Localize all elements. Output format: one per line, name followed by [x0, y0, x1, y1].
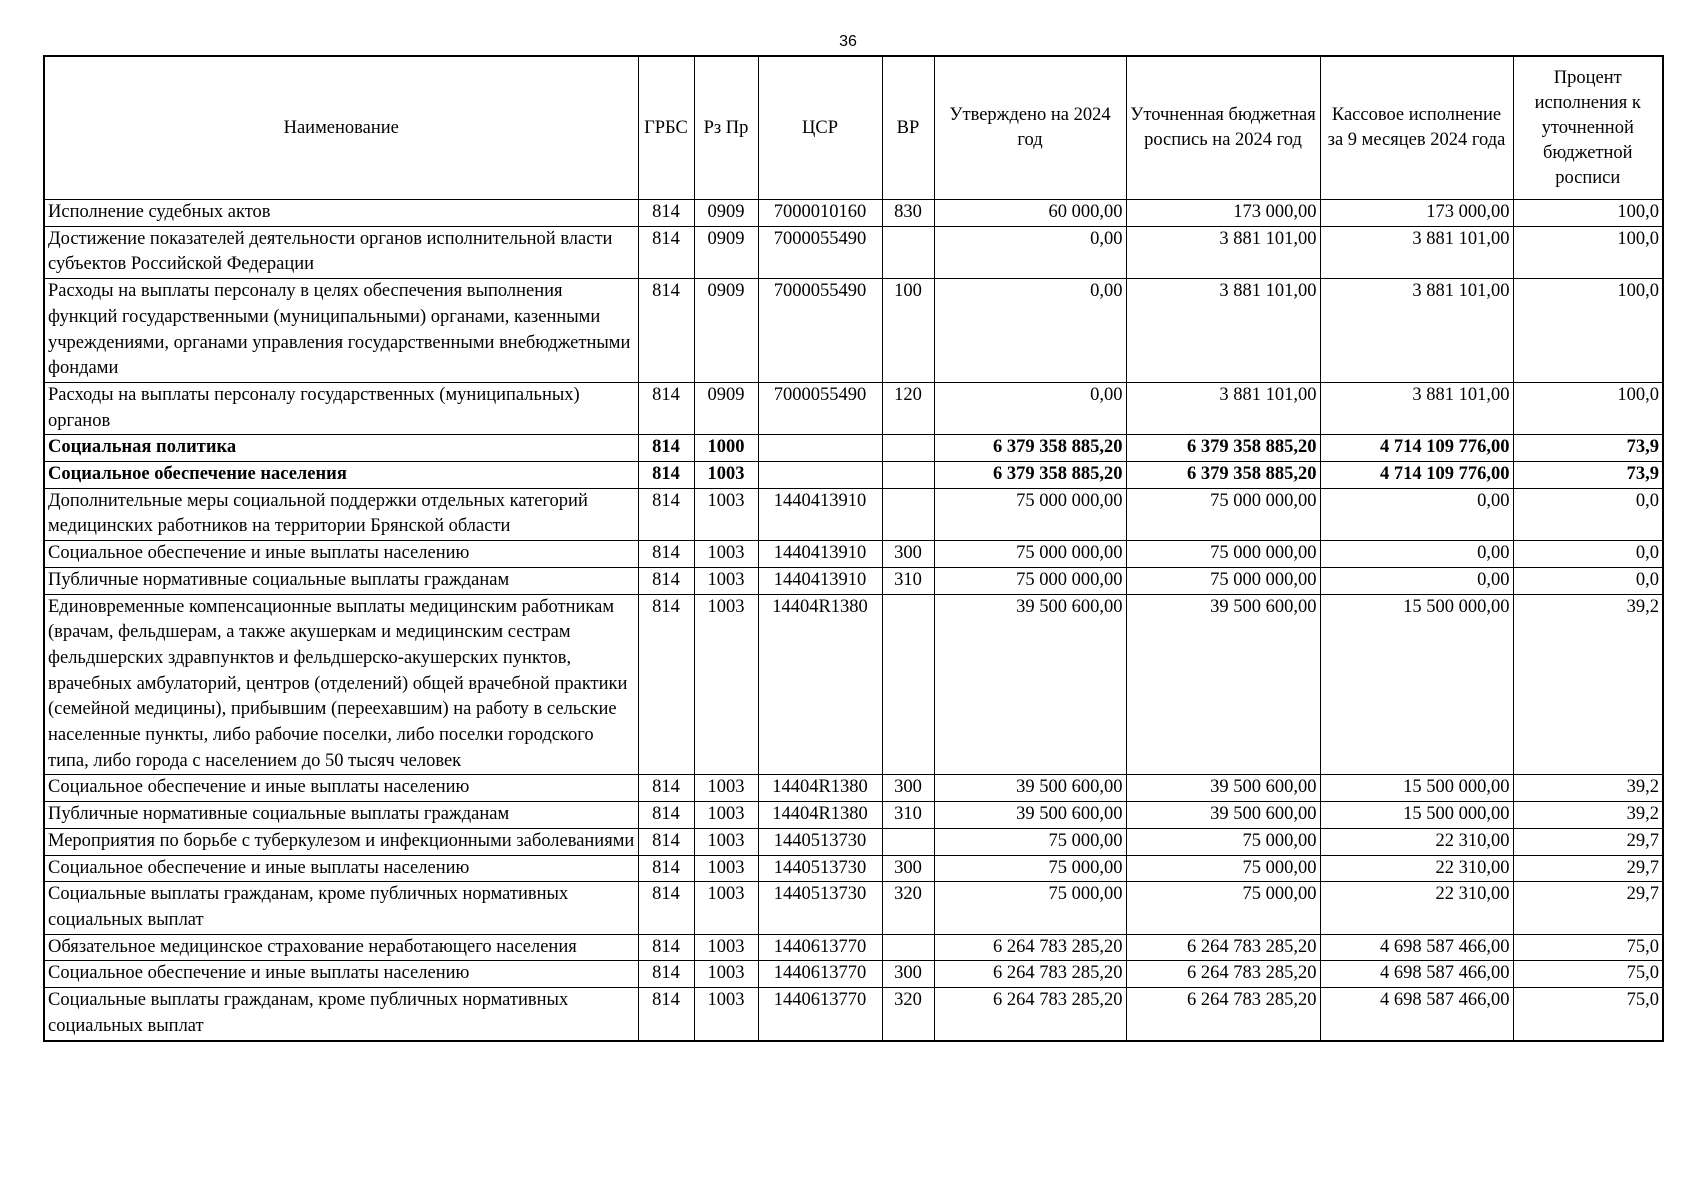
cell-percent: 75,0 — [1513, 988, 1663, 1041]
cell-grbs: 814 — [638, 279, 694, 383]
cell-cash: 4 698 587 466,00 — [1320, 988, 1513, 1041]
cell-name: Обязательное медицинское страхование неработающего населения — [44, 934, 638, 961]
cell-grbs: 814 — [638, 934, 694, 961]
cell-name: Социальное обеспечение и иные выплаты населению — [44, 961, 638, 988]
cell-refined: 6 379 358 885,20 — [1126, 462, 1320, 489]
table-row — [44, 462, 1663, 489]
cell-vr: 830 — [882, 200, 934, 227]
cell-cash: 0,00 — [1320, 567, 1513, 594]
col-header-grbs: ГРБС — [638, 56, 694, 200]
cell-csr: 1440413910 — [758, 567, 882, 594]
cell-csr: 14404R1380 — [758, 802, 882, 829]
cell-grbs: 814 — [638, 541, 694, 568]
page-number: 36 — [839, 33, 857, 50]
cell-approved: 0,00 — [934, 382, 1126, 434]
cell-name: Дополнительные меры социальной поддержки отдельных категорий медицинских работников на территории Брянской области — [44, 488, 638, 540]
cell-cash: 22 310,00 — [1320, 882, 1513, 934]
table-row — [44, 802, 1663, 829]
cell-csr: 1440513730 — [758, 828, 882, 855]
cell-vr: 310 — [882, 567, 934, 594]
cell-cash: 4 714 109 776,00 — [1320, 462, 1513, 489]
cell-refined: 75 000,00 — [1126, 828, 1320, 855]
cell-approved: 6 379 358 885,20 — [934, 462, 1126, 489]
cell-name: Социальная политика — [44, 435, 638, 462]
cell-csr: 1440613770 — [758, 934, 882, 961]
cell-vr — [882, 226, 934, 278]
cell-name: Публичные нормативные социальные выплаты гражданам — [44, 802, 638, 829]
cell-vr — [882, 828, 934, 855]
cell-cash: 173 000,00 — [1320, 200, 1513, 227]
cell-approved: 60 000,00 — [934, 200, 1126, 227]
table-row — [44, 828, 1663, 855]
cell-refined: 39 500 600,00 — [1126, 775, 1320, 802]
col-header-csr: ЦСР — [758, 56, 882, 200]
table-body — [44, 200, 1663, 1041]
cell-approved: 75 000,00 — [934, 828, 1126, 855]
cell-percent: 73,9 — [1513, 435, 1663, 462]
cell-csr: 1440513730 — [758, 855, 882, 882]
cell-grbs: 814 — [638, 200, 694, 227]
cell-cash: 22 310,00 — [1320, 828, 1513, 855]
cell-rzpr: 1003 — [694, 567, 758, 594]
cell-name: Мероприятия по борьбе с туберкулезом и инфекционными заболеваниями — [44, 828, 638, 855]
cell-vr — [882, 594, 934, 775]
table-row — [44, 541, 1663, 568]
cell-rzpr: 0909 — [694, 382, 758, 434]
cell-approved: 75 000,00 — [934, 882, 1126, 934]
table-row — [44, 775, 1663, 802]
table-row — [44, 882, 1663, 934]
cell-vr: 100 — [882, 279, 934, 383]
table-row — [44, 488, 1663, 540]
cell-csr: 1440613770 — [758, 988, 882, 1041]
budget-table — [43, 55, 1664, 1042]
cell-grbs: 814 — [638, 462, 694, 489]
cell-name: Социальное обеспечение и иные выплаты населению — [44, 775, 638, 802]
cell-grbs: 814 — [638, 567, 694, 594]
cell-refined: 173 000,00 — [1126, 200, 1320, 227]
cell-grbs: 814 — [638, 828, 694, 855]
cell-csr: 7000055490 — [758, 226, 882, 278]
cell-refined: 3 881 101,00 — [1126, 382, 1320, 434]
cell-percent: 29,7 — [1513, 828, 1663, 855]
cell-approved: 39 500 600,00 — [934, 802, 1126, 829]
cell-approved: 75 000,00 — [934, 855, 1126, 882]
cell-vr — [882, 462, 934, 489]
cell-percent: 100,0 — [1513, 226, 1663, 278]
cell-rzpr: 1003 — [694, 934, 758, 961]
cell-vr: 300 — [882, 775, 934, 802]
table-row — [44, 594, 1663, 775]
cell-grbs: 814 — [638, 802, 694, 829]
cell-grbs: 814 — [638, 882, 694, 934]
cell-percent: 39,2 — [1513, 775, 1663, 802]
cell-cash: 3 881 101,00 — [1320, 226, 1513, 278]
cell-cash: 0,00 — [1320, 541, 1513, 568]
table-row — [44, 855, 1663, 882]
table-row — [44, 961, 1663, 988]
cell-csr: 7000010160 — [758, 200, 882, 227]
cell-refined: 39 500 600,00 — [1126, 802, 1320, 829]
cell-percent: 75,0 — [1513, 934, 1663, 961]
table-row — [44, 382, 1663, 434]
cell-rzpr: 1003 — [694, 462, 758, 489]
cell-name: Социальное обеспечение и иные выплаты населению — [44, 855, 638, 882]
cell-csr: 14404R1380 — [758, 775, 882, 802]
cell-refined: 3 881 101,00 — [1126, 226, 1320, 278]
cell-name: Социальные выплаты гражданам, кроме публичных нормативных социальных выплат — [44, 882, 638, 934]
cell-grbs: 814 — [638, 988, 694, 1041]
cell-rzpr: 1003 — [694, 855, 758, 882]
cell-percent: 100,0 — [1513, 200, 1663, 227]
cell-name: Достижение показателей деятельности органов исполнительной власти субъектов Российской Федерации — [44, 226, 638, 278]
table-row — [44, 934, 1663, 961]
cell-rzpr: 1003 — [694, 488, 758, 540]
cell-refined: 6 264 783 285,20 — [1126, 961, 1320, 988]
cell-percent: 29,7 — [1513, 855, 1663, 882]
cell-csr: 14404R1380 — [758, 594, 882, 775]
cell-percent: 100,0 — [1513, 279, 1663, 383]
cell-percent: 0,0 — [1513, 488, 1663, 540]
cell-grbs: 814 — [638, 435, 694, 462]
col-header-cash: Кассовое исполнение за 9 месяцев 2024 года — [1320, 56, 1513, 200]
cell-vr: 310 — [882, 802, 934, 829]
cell-cash: 4 698 587 466,00 — [1320, 961, 1513, 988]
cell-vr: 320 — [882, 882, 934, 934]
cell-csr: 7000055490 — [758, 382, 882, 434]
table-row — [44, 279, 1663, 383]
cell-vr — [882, 488, 934, 540]
col-header-rzpr: Рз Пр — [694, 56, 758, 200]
cell-cash: 15 500 000,00 — [1320, 802, 1513, 829]
cell-grbs: 814 — [638, 855, 694, 882]
cell-refined: 6 264 783 285,20 — [1126, 934, 1320, 961]
cell-refined: 6 264 783 285,20 — [1126, 988, 1320, 1041]
cell-vr: 320 — [882, 988, 934, 1041]
cell-rzpr: 1003 — [694, 775, 758, 802]
table-row — [44, 435, 1663, 462]
cell-percent: 100,0 — [1513, 382, 1663, 434]
cell-approved: 75 000 000,00 — [934, 541, 1126, 568]
cell-rzpr: 1000 — [694, 435, 758, 462]
col-header-refined: Уточненная бюджетная роспись на 2024 год — [1126, 56, 1320, 200]
cell-rzpr: 0909 — [694, 226, 758, 278]
cell-grbs: 814 — [638, 382, 694, 434]
cell-cash: 3 881 101,00 — [1320, 279, 1513, 383]
cell-refined: 75 000 000,00 — [1126, 488, 1320, 540]
table-header-row — [44, 56, 1663, 200]
cell-approved: 39 500 600,00 — [934, 594, 1126, 775]
col-header-vr: ВР — [882, 56, 934, 200]
table-row — [44, 567, 1663, 594]
cell-refined: 75 000,00 — [1126, 855, 1320, 882]
cell-refined: 3 881 101,00 — [1126, 279, 1320, 383]
cell-approved: 0,00 — [934, 279, 1126, 383]
cell-vr: 300 — [882, 541, 934, 568]
cell-approved: 75 000 000,00 — [934, 567, 1126, 594]
cell-name: Социальное обеспечение и иные выплаты населению — [44, 541, 638, 568]
cell-name: Социальные выплаты гражданам, кроме публичных нормативных социальных выплат — [44, 988, 638, 1041]
cell-refined: 6 379 358 885,20 — [1126, 435, 1320, 462]
cell-rzpr: 1003 — [694, 961, 758, 988]
cell-cash: 15 500 000,00 — [1320, 775, 1513, 802]
cell-grbs: 814 — [638, 594, 694, 775]
cell-percent: 75,0 — [1513, 961, 1663, 988]
col-header-approved: Утверждено на 2024 год — [934, 56, 1126, 200]
cell-name: Социальное обеспечение населения — [44, 462, 638, 489]
table-row — [44, 200, 1663, 227]
cell-approved: 6 264 783 285,20 — [934, 988, 1126, 1041]
table-row — [44, 226, 1663, 278]
cell-csr: 1440613770 — [758, 961, 882, 988]
cell-cash: 15 500 000,00 — [1320, 594, 1513, 775]
cell-percent: 39,2 — [1513, 594, 1663, 775]
cell-name: Единовременные компенсационные выплаты медицинским работникам (врачам, фельдшерам, а также акушеркам и медицинским сестрам фельдшерских здравпунктов и фельдшерско-акушерских пунктов, врачебных амбулаторий, центров (отделений) общей врачебной практики (семейной медицины), прибывшим (переехавшим) на работу в сельские населенные пункты, либо рабочие поселки, либо поселки городского типа, либо города с населением до 50 тысяч человек — [44, 594, 638, 775]
cell-vr: 120 — [882, 382, 934, 434]
cell-rzpr: 1003 — [694, 594, 758, 775]
cell-csr — [758, 462, 882, 489]
cell-percent: 29,7 — [1513, 882, 1663, 934]
cell-percent: 73,9 — [1513, 462, 1663, 489]
cell-csr — [758, 435, 882, 462]
cell-rzpr: 1003 — [694, 882, 758, 934]
cell-percent: 39,2 — [1513, 802, 1663, 829]
cell-refined: 75 000,00 — [1126, 882, 1320, 934]
cell-cash: 0,00 — [1320, 488, 1513, 540]
cell-refined: 75 000 000,00 — [1126, 541, 1320, 568]
cell-csr: 7000055490 — [758, 279, 882, 383]
table-row — [44, 988, 1663, 1041]
cell-csr: 1440513730 — [758, 882, 882, 934]
cell-vr — [882, 934, 934, 961]
cell-rzpr: 0909 — [694, 200, 758, 227]
cell-vr: 300 — [882, 961, 934, 988]
cell-percent: 0,0 — [1513, 567, 1663, 594]
cell-grbs: 814 — [638, 226, 694, 278]
cell-approved: 75 000 000,00 — [934, 488, 1126, 540]
cell-approved: 6 264 783 285,20 — [934, 934, 1126, 961]
cell-csr: 1440413910 — [758, 541, 882, 568]
cell-percent: 0,0 — [1513, 541, 1663, 568]
cell-name: Исполнение судебных актов — [44, 200, 638, 227]
cell-rzpr: 1003 — [694, 802, 758, 829]
cell-approved: 0,00 — [934, 226, 1126, 278]
cell-grbs: 814 — [638, 488, 694, 540]
cell-vr: 300 — [882, 855, 934, 882]
cell-approved: 6 379 358 885,20 — [934, 435, 1126, 462]
cell-vr — [882, 435, 934, 462]
cell-approved: 39 500 600,00 — [934, 775, 1126, 802]
cell-csr: 1440413910 — [758, 488, 882, 540]
cell-rzpr: 0909 — [694, 279, 758, 383]
cell-name: Расходы на выплаты персоналу в целях обеспечения выполнения функций государственными (муниципальными) органами, казенными учреждениями, органами управления государственными внебюджетными фондами — [44, 279, 638, 383]
cell-approved: 6 264 783 285,20 — [934, 961, 1126, 988]
cell-rzpr: 1003 — [694, 828, 758, 855]
cell-grbs: 814 — [638, 775, 694, 802]
cell-cash: 4 698 587 466,00 — [1320, 934, 1513, 961]
cell-name: Расходы на выплаты персоналу государственных (муниципальных) органов — [44, 382, 638, 434]
cell-rzpr: 1003 — [694, 541, 758, 568]
cell-cash: 22 310,00 — [1320, 855, 1513, 882]
cell-refined: 39 500 600,00 — [1126, 594, 1320, 775]
cell-rzpr: 1003 — [694, 988, 758, 1041]
cell-grbs: 814 — [638, 961, 694, 988]
cell-cash: 4 714 109 776,00 — [1320, 435, 1513, 462]
col-header-percent: Процент исполнения к уточненной бюджетной росписи — [1513, 56, 1663, 200]
cell-name: Публичные нормативные социальные выплаты гражданам — [44, 567, 638, 594]
col-header-name: Наименование — [44, 56, 638, 200]
cell-cash: 3 881 101,00 — [1320, 382, 1513, 434]
cell-refined: 75 000 000,00 — [1126, 567, 1320, 594]
